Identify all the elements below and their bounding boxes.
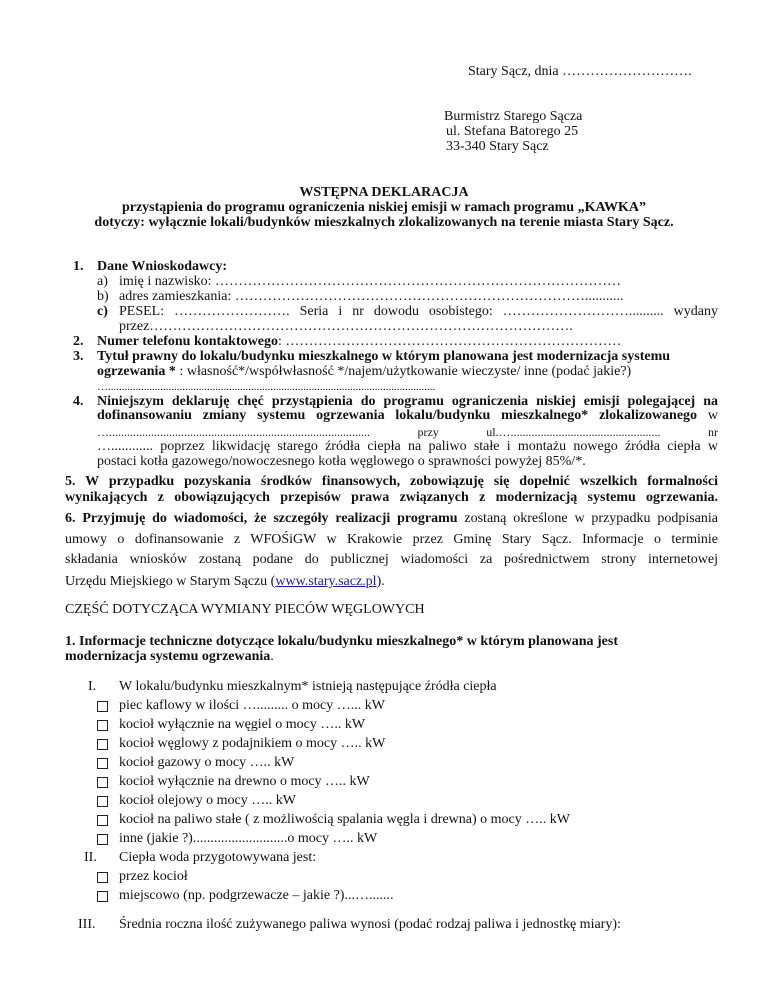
checkbox[interactable] [97, 701, 108, 712]
section-number: 1. [73, 259, 84, 274]
obligation-text: 5. W przypadku pozyskania środków finansowych, zobowiązuję się dopełnić wszelkich formalności [65, 474, 718, 489]
question-label: Średnia roczna ilość zużywanego paliwa wynosi (podać rodzaj paliwa i jednostkę miary): [119, 917, 621, 932]
checkbox-option-label: kocioł węglowy z podajnikiem o mocy ….. kW [119, 736, 386, 751]
checkbox-option-label: kocioł na paliwo stałe ( z możliwością spalania węgla i drewna) o mocy ….. kW [119, 812, 570, 827]
checkbox[interactable] [97, 815, 108, 826]
declaration-text: postaci kotła gazowego/nowoczesnego kotła węglowego o sprawności powyżej 85%/*. [97, 454, 586, 469]
checkbox-option-label: piec kaflowy w ilości …......... o mocy …... kW [119, 698, 385, 713]
section-label: Numer telefonu kontaktowego [97, 334, 278, 349]
checkbox[interactable] [97, 739, 108, 750]
acknowledgement-text: składania wniosków zostaną podane do publicznej wiadomości za pośrednictwem strony internetowej [65, 552, 718, 567]
document-title: WSTĘPNA DEKLARACJA [299, 185, 469, 200]
section-number: 3. [73, 349, 84, 364]
section-label: Dane Wnioskodawcy: [97, 259, 228, 274]
checkbox-option-label: miejscowo (np. podgrzewacze – jakie ?)...…....... [119, 888, 394, 903]
ownership-options: ogrzewania * : własność*/współwłasność */najem/użytkowanie wieczyste/ inne (podać jakie?) [97, 364, 632, 379]
website-link[interactable]: www.stary.sacz.pl [275, 574, 377, 589]
location-field[interactable]: …....................................................................................... przy ul.….................................................. nr [97, 425, 718, 439]
phone-field[interactable]: Numer telefonu kontaktowego: ……………………………………………………………… [97, 334, 622, 349]
question-number: III. [78, 917, 96, 932]
place-date: Stary Sącz, dnia ………………………. [468, 64, 692, 79]
checkbox[interactable] [97, 872, 108, 883]
acknowledgement-text: umowy o dofinansowanie z WFOŚiGW w Krakowie przez Gminę Stary Sącz. Informacje o terminie [65, 532, 718, 547]
ownership-other-field[interactable]: …....................................................................................................................... [97, 381, 436, 393]
recipient-line: ul. Stefana Batorego 25 [446, 124, 579, 139]
recipient-line: Burmistrz Starego Sącza [444, 109, 583, 124]
checkbox-option-label: przez kocioł [119, 869, 188, 884]
info-heading: 1. Informacje techniczne dotyczące lokalu/budynku mieszkalnego* w którym planowana jest [65, 634, 618, 649]
item-letter: a) [97, 274, 108, 289]
document-scope: dotyczy: wyłącznie lokali/budynków mieszkalnych zlokalizowanych na terenie miasta Stary Sącz. [94, 215, 674, 230]
checkbox[interactable] [97, 720, 108, 731]
checkbox[interactable] [97, 891, 108, 902]
item-letter: c) [97, 304, 108, 319]
document-subtitle: przystąpienia do programu ograniczenia niskiej emisji w ramach programu „KAWKA” [121, 200, 647, 215]
declaration-text: dofinansowaniu zmiany systemu ogrzewania lokalu/budynku mieszkalnego* zlokalizowanego w [97, 408, 718, 423]
declaration-text: …............ poprzez likwidację starego źródła ciepła na paliwo stałe i montażu nowego źródła ciepła w [97, 439, 718, 454]
part-heading: CZĘŚĆ DOTYCZĄCA WYMIANY PIECÓW WĘGLOWYCH [65, 602, 425, 617]
recipient-line: 33-340 Stary Sącz [446, 139, 549, 154]
checkbox-option-label: kocioł wyłącznie na drewno o mocy ….. kW [119, 774, 370, 789]
question-number: II. [84, 850, 97, 865]
section-number: 2. [73, 334, 84, 349]
question-label: Ciepła woda przygotowywana jest: [119, 850, 317, 865]
info-heading: modernizacja systemu ogrzewania. [65, 649, 274, 664]
obligation-text: wynikających z obowiązujących przepisów prawa związanych z modernizacją systemu ogrzewania. [65, 490, 718, 505]
item-letter: b) [97, 289, 109, 304]
checkbox-option-label: kocioł gazowy o mocy ….. kW [119, 755, 295, 770]
section-number: 4. [73, 394, 84, 409]
declaration-text: Niniejszym deklaruję chęć przystąpienia do programu ograniczenia niskiej emisji polegającej na [97, 394, 718, 409]
name-field[interactable]: imię i nazwisko: …………………………………………………………………………… [119, 274, 622, 289]
checkbox-option-label: inne (jakie ?)...........................o mocy ….. kW [119, 831, 378, 846]
acknowledgement-text: Urzędu Miejskiego w Starym Sączu (www.stary.sacz.pl). [65, 574, 385, 589]
checkbox-option-label: kocioł wyłącznie na węgiel o mocy ….. kW [119, 717, 366, 732]
address-field[interactable]: adres zamieszkania: …………………………………………………………………........... [119, 289, 624, 304]
issued-by-field[interactable]: przez………………………………………………………………………………. [119, 319, 573, 334]
checkbox-option-label: kocioł olejowy o mocy ….. kW [119, 793, 296, 808]
checkbox[interactable] [97, 777, 108, 788]
checkbox[interactable] [97, 834, 108, 845]
section-label: Tytuł prawny do lokalu/budynku mieszkalnego w którym planowana jest modernizacja systemu [97, 349, 671, 364]
checkbox[interactable] [97, 796, 108, 807]
acknowledgement-text: 6. Przyjmuję do wiadomości, że szczegóły realizacji programu zostaną określone w przypadku podpisania [65, 511, 718, 526]
pesel-id-field[interactable]: PESEL: ……………………. Seria i nr dowodu osobistego: ……………………….......... wydany [119, 304, 718, 319]
question-label: W lokalu/budynku mieszkalnym* istnieją następujące źródła ciepła [119, 679, 497, 694]
question-number: I. [88, 679, 97, 694]
checkbox[interactable] [97, 758, 108, 769]
